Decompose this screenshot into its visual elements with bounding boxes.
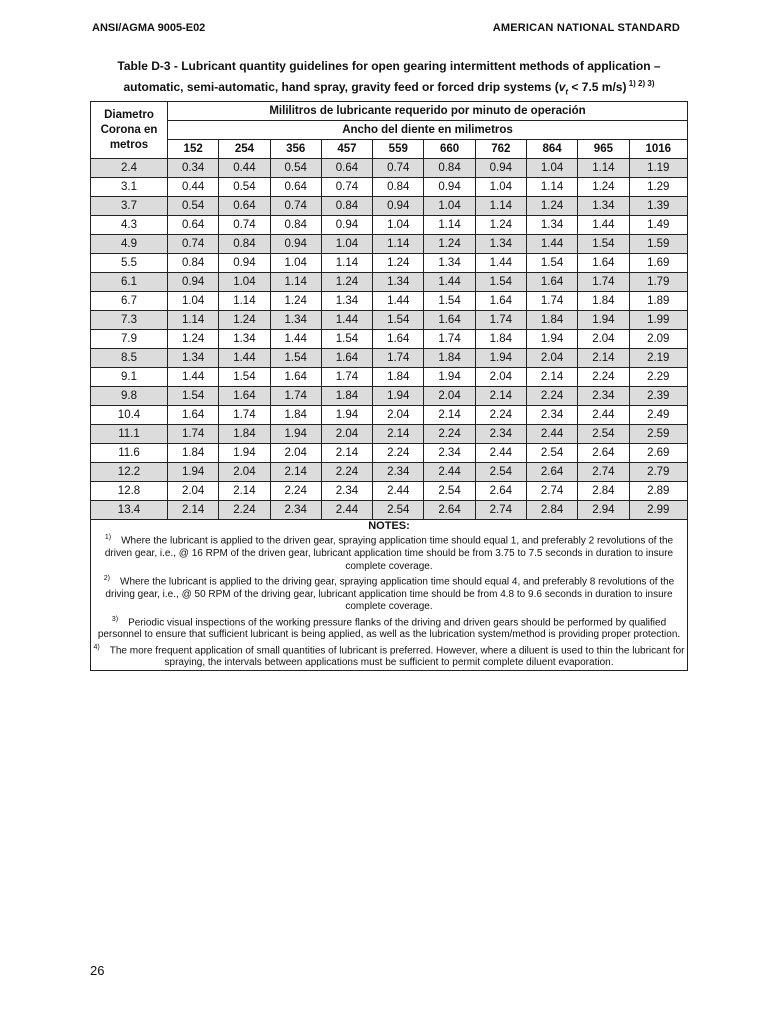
note-ref: 2) [103, 574, 110, 582]
value-cell: 2.29 [629, 368, 687, 387]
value-cell: 1.54 [475, 273, 526, 292]
value-cell: 1.74 [578, 273, 629, 292]
value-cell: 0.94 [219, 254, 270, 273]
note-ref: 4) [93, 643, 100, 651]
value-cell: 1.04 [219, 273, 270, 292]
value-cell: 1.84 [373, 368, 424, 387]
value-cell: 1.64 [424, 311, 475, 330]
value-cell: 1.74 [373, 349, 424, 368]
value-cell: 1.04 [321, 235, 372, 254]
value-cell: 1.44 [270, 330, 321, 349]
value-cell: 1.79 [629, 273, 687, 292]
width-header-cell: 254 [219, 140, 270, 159]
note-ref: 3) [111, 615, 119, 623]
notes-list [91, 532, 687, 669]
value-cell: 0.94 [168, 273, 219, 292]
value-cell: 0.64 [321, 159, 372, 178]
value-cell: 1.94 [578, 311, 629, 330]
value-cell: 1.84 [526, 311, 577, 330]
corner-line: Diametro [104, 108, 154, 121]
value-cell: 0.84 [168, 254, 219, 273]
value-cell: 0.74 [168, 235, 219, 254]
diameter-cell: 2.4 [91, 159, 168, 178]
table-row [91, 463, 688, 482]
value-cell: 0.74 [219, 216, 270, 235]
value-cell: 1.64 [526, 273, 577, 292]
table-row [91, 292, 688, 311]
standard-label: AMERICAN NATIONAL STANDARD [492, 22, 680, 34]
value-cell: 0.94 [270, 235, 321, 254]
value-cell: 1.14 [475, 197, 526, 216]
diameter-cell: 6.1 [91, 273, 168, 292]
table-row [91, 349, 688, 368]
value-cell: 1.24 [219, 311, 270, 330]
value-cell: 1.84 [219, 425, 270, 444]
value-cell: 1.04 [168, 292, 219, 311]
value-cell: 1.64 [219, 387, 270, 406]
value-cell: 2.54 [475, 463, 526, 482]
value-cell: 2.84 [578, 482, 629, 501]
table-row [91, 235, 688, 254]
value-cell: 1.34 [373, 273, 424, 292]
value-cell: 1.54 [424, 292, 475, 311]
value-cell: 2.59 [629, 425, 687, 444]
value-cell: 2.74 [578, 463, 629, 482]
table-row [91, 482, 688, 501]
value-cell: 2.44 [321, 501, 372, 520]
value-cell: 1.99 [629, 311, 687, 330]
value-cell: 1.54 [526, 254, 577, 273]
value-cell: 1.59 [629, 235, 687, 254]
value-cell: 2.04 [424, 387, 475, 406]
value-cell: 1.24 [321, 273, 372, 292]
value-cell: 2.04 [373, 406, 424, 425]
diameter-cell: 5.5 [91, 254, 168, 273]
value-cell: 2.49 [629, 406, 687, 425]
notes-section [91, 520, 688, 671]
value-cell: 2.09 [629, 330, 687, 349]
value-cell: 2.04 [270, 444, 321, 463]
diameter-cell: 4.9 [91, 235, 168, 254]
value-cell: 1.14 [526, 178, 577, 197]
value-cell: 1.24 [578, 178, 629, 197]
value-cell: 2.74 [475, 501, 526, 520]
page-number: 26 [90, 963, 105, 978]
value-cell: 0.74 [373, 159, 424, 178]
note-text: Where the lubricant is applied to the driven gear, spraying application time should equal 1, and preferably 2 revolutions of the driven gear, i.e., @ 16 RPM of the driven gear, lubricant application time should be from 3.75 to 7.5 seconds in duration to insure complete coverage. [104, 535, 674, 572]
value-cell: 1.44 [219, 349, 270, 368]
diameter-cell: 9.1 [91, 368, 168, 387]
table-subtitle: Ancho del diente en milimetros [168, 121, 688, 140]
value-cell: 1.64 [373, 330, 424, 349]
table-row [91, 425, 688, 444]
value-cell: 1.14 [168, 311, 219, 330]
value-cell: 2.24 [270, 482, 321, 501]
value-cell: 1.69 [629, 254, 687, 273]
value-cell: 1.74 [424, 330, 475, 349]
value-cell: 2.24 [321, 463, 372, 482]
value-cell: 1.94 [270, 425, 321, 444]
value-cell: 2.14 [475, 387, 526, 406]
value-cell: 1.94 [475, 349, 526, 368]
value-cell: 2.24 [373, 444, 424, 463]
value-cell: 1.64 [321, 349, 372, 368]
value-cell: 1.04 [475, 178, 526, 197]
value-cell: 1.74 [526, 292, 577, 311]
value-cell: 1.64 [168, 406, 219, 425]
value-cell: 2.34 [373, 463, 424, 482]
value-cell: 1.14 [219, 292, 270, 311]
value-cell: 1.24 [270, 292, 321, 311]
value-cell: 1.24 [526, 197, 577, 216]
value-cell: 1.84 [270, 406, 321, 425]
value-cell: 1.24 [424, 235, 475, 254]
value-cell: 1.14 [321, 254, 372, 273]
value-cell: 2.94 [578, 501, 629, 520]
value-cell: 1.84 [475, 330, 526, 349]
value-cell: 1.94 [424, 368, 475, 387]
table-row [91, 197, 688, 216]
value-cell: 0.84 [321, 197, 372, 216]
value-cell: 2.99 [629, 501, 687, 520]
value-cell: 1.14 [578, 159, 629, 178]
value-cell: 1.64 [578, 254, 629, 273]
diameter-cell: 4.3 [91, 216, 168, 235]
value-cell: 2.44 [373, 482, 424, 501]
value-cell: 1.89 [629, 292, 687, 311]
note-text: Periodic visual inspections of the working pressure flanks of the driving and driven gears should be performed by qualified personnel to ensure that sufficient lubricant is being applied, as well as the lubrication system/method is providing proper protection. [97, 616, 681, 641]
value-cell: 1.44 [578, 216, 629, 235]
diameter-cell: 7.9 [91, 330, 168, 349]
value-cell: 0.84 [373, 178, 424, 197]
value-cell: 2.04 [578, 330, 629, 349]
value-cell: 0.94 [321, 216, 372, 235]
diameter-cell: 3.7 [91, 197, 168, 216]
value-cell: 0.74 [321, 178, 372, 197]
table-row [91, 311, 688, 330]
value-cell: 1.14 [270, 273, 321, 292]
value-cell: 2.69 [629, 444, 687, 463]
value-cell: 1.04 [526, 159, 577, 178]
caption-footnote-refs: 1) 2) 3) [626, 79, 655, 88]
value-cell: 1.64 [475, 292, 526, 311]
table-title: Mililitros de lubricante requerido por minuto de operación [168, 102, 688, 121]
value-cell: 2.14 [168, 501, 219, 520]
note-item [91, 642, 687, 670]
value-cell: 2.54 [578, 425, 629, 444]
value-cell: 2.24 [578, 368, 629, 387]
value-cell: 2.04 [219, 463, 270, 482]
note-text: Where the lubricant is applied to the driving gear, spraying application time should equal 4, and preferably 8 revolutions of the driving gear, i.e., @ 50 RPM of the driving gear, lubricant application time should be from 4.8 to 9.6 seconds in duration to insure complete coverage. [105, 576, 675, 613]
table-row [91, 368, 688, 387]
value-cell: 2.04 [526, 349, 577, 368]
value-cell: 2.34 [526, 406, 577, 425]
caption-line-2-text: automatic, semi-automatic, hand spray, gravity feed or forced drip systems ( [123, 80, 559, 94]
corner-line: Corona en [100, 123, 158, 136]
value-cell: 1.34 [219, 330, 270, 349]
velocity-letter: v [558, 80, 566, 94]
caption-line-1: Table D-3 - Lubricant quantity guidelines for open gearing intermittent methods of application – [117, 59, 661, 73]
value-cell: 1.54 [373, 311, 424, 330]
width-header-cell: 965 [578, 140, 629, 159]
value-cell: 0.84 [219, 235, 270, 254]
value-cell: 2.44 [526, 425, 577, 444]
caption-line-2 [90, 75, 688, 101]
value-cell: 1.64 [270, 368, 321, 387]
diameter-column-header [91, 102, 168, 159]
value-cell: 2.04 [168, 482, 219, 501]
value-cell: 2.04 [475, 368, 526, 387]
value-cell: 2.44 [424, 463, 475, 482]
value-cell: 1.04 [373, 216, 424, 235]
note-ref: 1) [104, 534, 112, 542]
value-cell: 1.29 [629, 178, 687, 197]
velocity-subscript: t [565, 87, 569, 97]
value-cell: 1.74 [219, 406, 270, 425]
value-cell: 0.94 [424, 178, 475, 197]
value-cell: 0.64 [270, 178, 321, 197]
value-cell: 1.39 [629, 197, 687, 216]
value-cell: 1.74 [168, 425, 219, 444]
value-cell: 2.89 [629, 482, 687, 501]
value-cell: 0.84 [424, 159, 475, 178]
value-cell: 1.44 [321, 311, 372, 330]
value-cell: 2.14 [424, 406, 475, 425]
value-cell: 1.34 [424, 254, 475, 273]
value-cell: 1.84 [578, 292, 629, 311]
diameter-cell: 3.1 [91, 178, 168, 197]
value-cell: 1.84 [424, 349, 475, 368]
value-cell: 1.34 [578, 197, 629, 216]
value-cell: 1.34 [168, 349, 219, 368]
value-cell: 1.84 [321, 387, 372, 406]
velocity-symbol [558, 80, 569, 97]
value-cell: 2.24 [475, 406, 526, 425]
value-cell: 1.44 [526, 235, 577, 254]
value-cell: 1.14 [373, 235, 424, 254]
value-cell: 1.14 [424, 216, 475, 235]
value-cell: 1.54 [168, 387, 219, 406]
value-cell: 0.44 [168, 178, 219, 197]
value-cell: 1.54 [321, 330, 372, 349]
value-cell: 1.19 [629, 159, 687, 178]
value-cell: 1.54 [578, 235, 629, 254]
value-cell: 2.39 [629, 387, 687, 406]
value-cell: 1.94 [526, 330, 577, 349]
value-cell: 1.44 [424, 273, 475, 292]
value-cell: 2.54 [526, 444, 577, 463]
value-cell: 2.14 [526, 368, 577, 387]
note-text: The more frequent application of small quantities of lubricant is preferred. However, where a diluent is used to thin the lubricant for spraying, the intervals between applications must be sufficient to permit complete diluent evaporation. [109, 644, 685, 669]
value-cell: 1.24 [168, 330, 219, 349]
value-cell: 0.74 [270, 197, 321, 216]
table-row [91, 273, 688, 292]
value-cell: 1.74 [270, 387, 321, 406]
value-cell: 2.44 [578, 406, 629, 425]
table-caption [90, 57, 688, 101]
value-cell: 2.24 [219, 501, 270, 520]
diameter-cell: 10.4 [91, 406, 168, 425]
value-cell: 1.44 [475, 254, 526, 273]
value-cell: 2.14 [219, 482, 270, 501]
value-cell: 1.74 [321, 368, 372, 387]
value-cell: 0.94 [475, 159, 526, 178]
value-cell: 1.34 [270, 311, 321, 330]
diameter-cell: 12.2 [91, 463, 168, 482]
value-cell: 1.34 [526, 216, 577, 235]
diameter-cell: 7.3 [91, 311, 168, 330]
value-cell: 2.84 [526, 501, 577, 520]
value-cell: 2.64 [475, 482, 526, 501]
note-item [91, 532, 687, 573]
value-cell: 1.24 [373, 254, 424, 273]
value-cell: 0.34 [168, 159, 219, 178]
value-cell: 0.54 [168, 197, 219, 216]
diameter-cell: 6.7 [91, 292, 168, 311]
value-cell: 2.19 [629, 349, 687, 368]
value-cell: 1.94 [373, 387, 424, 406]
value-cell: 0.44 [219, 159, 270, 178]
value-cell: 1.94 [321, 406, 372, 425]
value-cell: 2.54 [424, 482, 475, 501]
table-body [91, 159, 688, 520]
value-cell: 1.44 [373, 292, 424, 311]
value-cell: 2.34 [424, 444, 475, 463]
value-cell: 1.54 [270, 349, 321, 368]
value-cell: 2.64 [578, 444, 629, 463]
value-cell: 2.64 [424, 501, 475, 520]
value-cell: 2.24 [424, 425, 475, 444]
diameter-cell: 13.4 [91, 501, 168, 520]
value-cell: 0.54 [270, 159, 321, 178]
width-header-cell: 559 [373, 140, 424, 159]
value-cell: 1.49 [629, 216, 687, 235]
value-cell: 2.04 [321, 425, 372, 444]
table-row [91, 254, 688, 273]
width-header-cell: 356 [270, 140, 321, 159]
value-cell: 2.34 [475, 425, 526, 444]
table-row [91, 216, 688, 235]
value-cell: 2.74 [526, 482, 577, 501]
table-row [91, 178, 688, 197]
diameter-cell: 12.8 [91, 482, 168, 501]
corner-line: metros [109, 138, 149, 151]
table-row [91, 387, 688, 406]
value-cell: 0.84 [270, 216, 321, 235]
lubricant-table [90, 101, 688, 671]
value-cell: 2.54 [373, 501, 424, 520]
diameter-cell: 9.8 [91, 387, 168, 406]
width-header-row [91, 140, 688, 159]
value-cell: 1.34 [475, 235, 526, 254]
value-cell: 1.34 [321, 292, 372, 311]
diameter-cell: 11.6 [91, 444, 168, 463]
table-row [91, 501, 688, 520]
value-cell: 0.94 [373, 197, 424, 216]
value-cell: 1.04 [424, 197, 475, 216]
width-header-cell: 152 [168, 140, 219, 159]
width-header-cell: 762 [475, 140, 526, 159]
value-cell: 1.94 [219, 444, 270, 463]
value-cell: 2.14 [578, 349, 629, 368]
value-cell: 1.24 [475, 216, 526, 235]
value-cell: 0.64 [168, 216, 219, 235]
document-id: ANSI/AGMA 9005-E02 [92, 22, 206, 34]
value-cell: 2.44 [475, 444, 526, 463]
value-cell: 2.24 [526, 387, 577, 406]
value-cell: 2.14 [321, 444, 372, 463]
value-cell: 2.14 [270, 463, 321, 482]
value-cell: 1.84 [168, 444, 219, 463]
value-cell: 2.64 [526, 463, 577, 482]
value-cell: 1.44 [168, 368, 219, 387]
table-row [91, 444, 688, 463]
width-header-cell: 660 [424, 140, 475, 159]
value-cell: 2.14 [373, 425, 424, 444]
value-cell: 2.34 [578, 387, 629, 406]
value-cell: 2.34 [270, 501, 321, 520]
notes-title: NOTES: [368, 520, 410, 532]
width-header-cell: 1016 [629, 140, 687, 159]
value-cell: 1.54 [219, 368, 270, 387]
table-row [91, 406, 688, 425]
diameter-cell: 8.5 [91, 349, 168, 368]
width-header-cell: 457 [321, 140, 372, 159]
value-cell: 2.34 [321, 482, 372, 501]
table-row [91, 159, 688, 178]
note-item [91, 573, 687, 614]
value-cell: 2.79 [629, 463, 687, 482]
table-row [91, 330, 688, 349]
width-header-cell: 864 [526, 140, 577, 159]
value-cell: 1.94 [168, 463, 219, 482]
diameter-cell: 11.1 [91, 425, 168, 444]
value-cell: 1.04 [270, 254, 321, 273]
value-cell: 0.64 [219, 197, 270, 216]
value-cell: 1.74 [475, 311, 526, 330]
velocity-limit: < 7.5 m/s) [568, 80, 627, 94]
value-cell: 0.54 [219, 178, 270, 197]
note-item [91, 614, 687, 642]
